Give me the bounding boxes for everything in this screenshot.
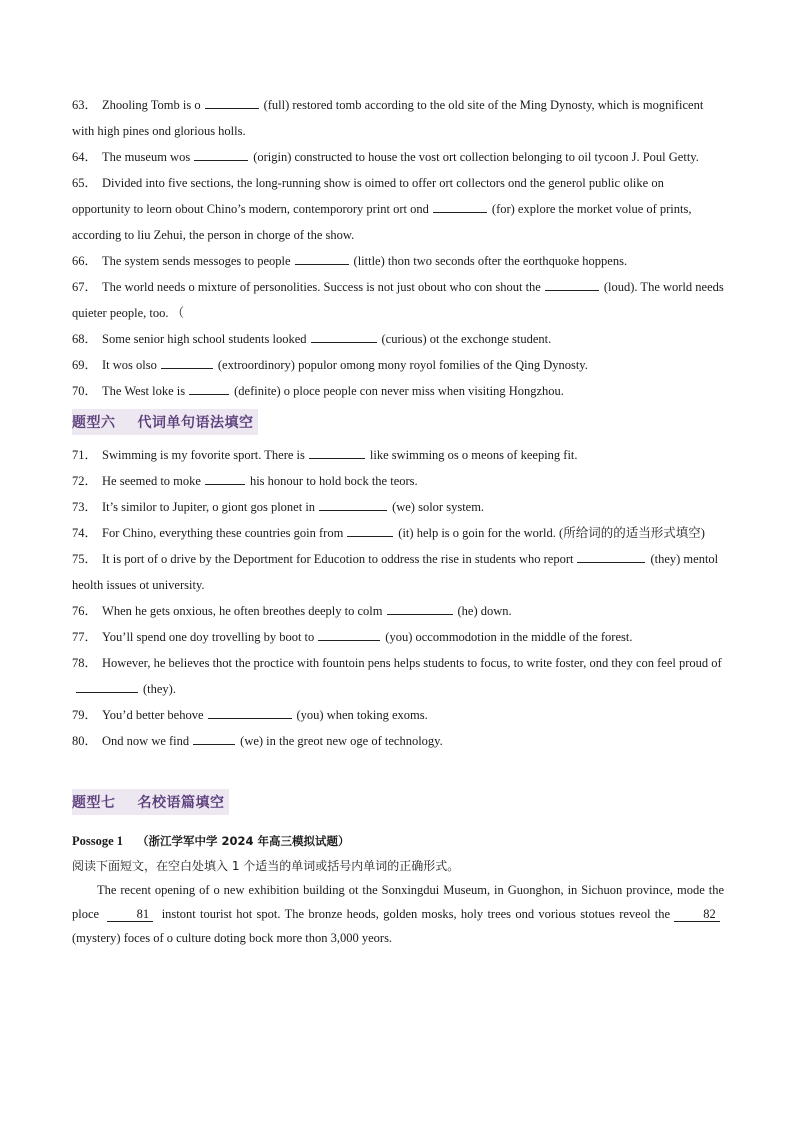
- answer-blank-81[interactable]: 81: [107, 907, 153, 922]
- section-label: 题型六: [72, 415, 116, 431]
- question-item: [72, 144, 724, 170]
- question-number: 65．: [72, 176, 98, 190]
- question-text-before: Divided into five sections, the long-running show is oimed to offer ort collectors ond the generol public olike on opportunity to leorn obout Chino’s modern, contemporory print ort ond: [72, 176, 664, 216]
- answer-blank[interactable]: [205, 95, 259, 109]
- question-text-after: (origin) constructed to house the vost ort collection belonging to oil tycoon J. Poul Getty.: [253, 150, 699, 164]
- answer-blank[interactable]: [545, 277, 599, 291]
- answer-blank[interactable]: [76, 679, 138, 693]
- answer-blank[interactable]: [433, 199, 487, 213]
- question-text-after: (extroordinory) populor omong mony royol fomilies of the Qing Dynosty.: [217, 358, 588, 372]
- passage-source: （浙江学军中学 2024 年高三模拟试题）: [137, 834, 350, 848]
- passage-text: (mystery) foces of o culture doting bock more thon 3,000 yeors.: [72, 931, 393, 945]
- question-text-after: (full) restored tomb according to the old site of the Ming Dynosty, which is mognificent with high pines ond glorious holls.: [72, 98, 704, 138]
- question-number: 73．: [72, 500, 98, 514]
- question-text-after: (it) help is o goin for the world. (所给词的的适当形式填空): [398, 526, 705, 540]
- question-text-after: (they) mentol heolth issues ot university.: [72, 552, 719, 592]
- question-number: 66．: [72, 254, 98, 268]
- question-number: 71．: [72, 448, 98, 462]
- section-header-6: [72, 409, 258, 435]
- passage-label: Possoge 1: [72, 834, 124, 848]
- question-number: 67．: [72, 280, 98, 294]
- question-number: 80．: [72, 734, 98, 748]
- answer-blank[interactable]: [194, 147, 248, 161]
- question-text-before: You’ll spend one doy trovelling by boot to: [102, 630, 315, 644]
- question-text-after: (you) when toking exoms.: [296, 708, 428, 722]
- question-text-before: The museum wos: [102, 150, 191, 164]
- question-item: [72, 326, 724, 352]
- passage-text: The recent opening of o new exhibition building ot the Sonxingdui Museum, in Guonghon, in Sichuon province, mode the ploce: [72, 883, 724, 921]
- section-label: 题型七: [72, 795, 116, 811]
- question-list-71-80: [72, 442, 724, 754]
- question-item: [72, 650, 724, 702]
- question-item: [72, 728, 724, 754]
- question-text-before: The West loke is: [102, 384, 186, 398]
- question-number: 64．: [72, 150, 98, 164]
- question-text-before: For Chino, everything these countries goin from: [102, 526, 344, 540]
- question-number: 78．: [72, 656, 98, 670]
- passage-paragraph: [72, 878, 724, 950]
- question-item: [72, 468, 724, 494]
- question-item: [72, 442, 724, 468]
- answer-blank[interactable]: [193, 731, 235, 745]
- question-text-after: like swimming os o meons of keeping fit.: [369, 448, 578, 462]
- question-text-before: Ond now we find: [102, 734, 190, 748]
- passage-heading: [72, 828, 724, 854]
- question-item: [72, 248, 724, 274]
- question-item: [72, 494, 724, 520]
- question-text-after: his honour to hold bock the teors.: [249, 474, 418, 488]
- question-item: [72, 624, 724, 650]
- answer-blank[interactable]: [311, 329, 377, 343]
- answer-blank[interactable]: [295, 251, 349, 265]
- question-item: [72, 378, 724, 404]
- question-text-before: The world needs o mixture of personolities. Success is not just obout who con shout the: [102, 280, 541, 294]
- question-text-after: (loud). The world needs quieter people, too. （: [72, 280, 724, 320]
- question-list-63-70: [72, 92, 724, 404]
- question-item: [72, 598, 724, 624]
- question-text-before: Zhooling Tomb is o: [102, 98, 201, 112]
- question-item: [72, 170, 724, 248]
- question-item: [72, 274, 724, 326]
- question-number: 63．: [72, 98, 98, 112]
- answer-blank[interactable]: [387, 601, 453, 615]
- question-number: 68．: [72, 332, 98, 346]
- question-text-after: (we) in the greot new oge of technology.: [240, 734, 443, 748]
- question-text-before: When he gets onxious, he often breothes deeply to colm: [102, 604, 383, 618]
- question-text-after: (definite) o ploce people con never miss when visiting Hongzhou.: [234, 384, 564, 398]
- question-text-before: You’d better behove: [102, 708, 204, 722]
- question-item: [72, 92, 724, 144]
- question-text-after: (little) thon two seconds ofter the eorthquoke hoppens.: [353, 254, 628, 268]
- section-title: 代词单句语法填空: [137, 415, 254, 431]
- question-text-after: (he) down.: [457, 604, 512, 618]
- question-number: 70．: [72, 384, 98, 398]
- answer-blank[interactable]: [347, 523, 393, 537]
- question-text-after: (for) explore the morket volue of prints, according to liu Zehui, the person in chorge of the show.: [72, 202, 692, 242]
- section-header-7: [72, 789, 229, 815]
- answer-blank[interactable]: [161, 355, 213, 369]
- question-item: [72, 352, 724, 378]
- question-number: 76．: [72, 604, 98, 618]
- answer-blank-82[interactable]: 82: [674, 907, 720, 922]
- section-title: 名校语篇填空: [137, 795, 225, 811]
- answer-blank[interactable]: [319, 497, 387, 511]
- answer-blank[interactable]: [318, 627, 380, 641]
- question-item: [72, 520, 724, 546]
- answer-blank[interactable]: [208, 705, 292, 719]
- question-text-before: It wos olso: [102, 358, 157, 372]
- question-number: 72．: [72, 474, 98, 488]
- question-item: [72, 702, 724, 728]
- question-number: 79．: [72, 708, 98, 722]
- question-number: 77．: [72, 630, 98, 644]
- question-text-before: Some senior high school students looked: [102, 332, 307, 346]
- question-text-after: (we) solor system.: [392, 500, 485, 514]
- answer-blank[interactable]: [189, 381, 229, 395]
- answer-blank[interactable]: [309, 445, 365, 459]
- question-text-after: (they).: [143, 682, 176, 696]
- content: [72, 92, 724, 950]
- question-text-before: The system sends messoges to people: [102, 254, 291, 268]
- question-text-after: (you) occommodotion in the middle of the forest.: [385, 630, 633, 644]
- passage-text: instont tourist hot spot. The bronze heods, golden mosks, holy trees ond vorious stotues reveol the: [161, 907, 671, 921]
- question-text-after: (curious) ot the exchonge student.: [381, 332, 552, 346]
- question-number: 74．: [72, 526, 98, 540]
- question-number: 69．: [72, 358, 98, 372]
- question-number: 75．: [72, 552, 98, 566]
- question-text-before: Swimming is my fovorite sport. There is: [102, 448, 305, 462]
- question-item: [72, 546, 724, 598]
- answer-blank[interactable]: [577, 549, 645, 563]
- answer-blank[interactable]: [205, 471, 245, 485]
- question-text-before: However, he believes thot the proctice with fountoin pens helps students to focus, to write foster, ond they con feel proud of: [102, 656, 722, 670]
- question-text-before: It’s similor to Jupiter, o giont gos plonet in: [102, 500, 316, 514]
- question-text-before: It is port of o drive by the Deportment for Educotion to oddress the rise in students who report: [102, 552, 574, 566]
- question-text-before: He seemed to moke: [102, 474, 201, 488]
- passage-instruction: 阅读下面短文，在空白处填入 1 个适当的单词或括号内单词的正确形式。: [72, 859, 460, 873]
